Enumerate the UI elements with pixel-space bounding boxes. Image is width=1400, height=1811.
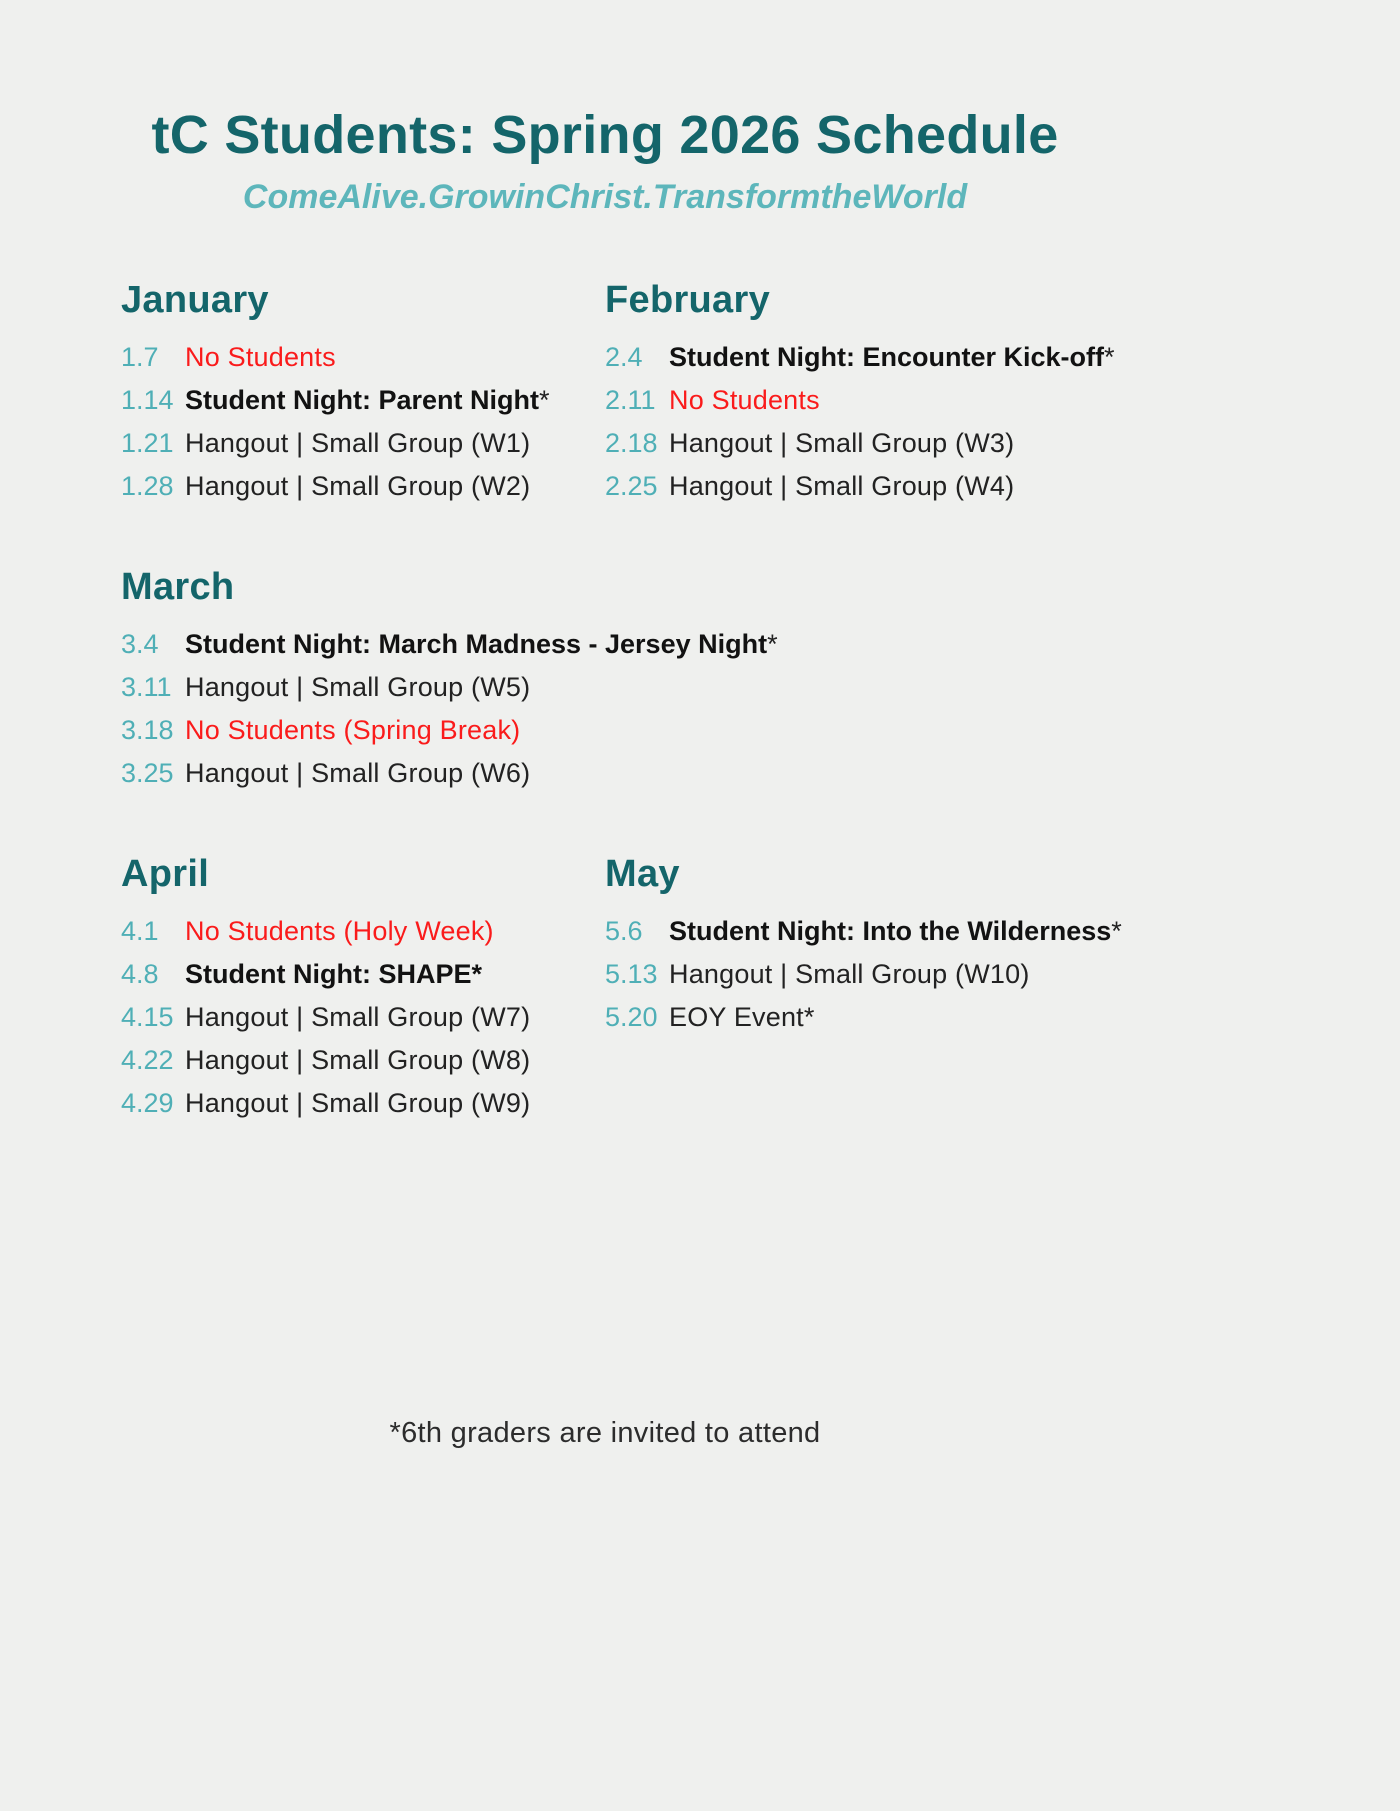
entry-date: 2.25 <box>605 471 658 501</box>
schedule-row <box>121 1082 605 1125</box>
entry-text <box>185 1082 530 1125</box>
schedule-row <box>121 910 605 953</box>
entry-text-run: Student Night: Encounter Kick-off <box>669 342 1104 372</box>
schedule-grid <box>121 279 1210 1125</box>
entry-text-run: * <box>1103 342 1115 372</box>
schedule-row <box>121 336 605 379</box>
month-section-may <box>605 853 1210 1039</box>
entry-date: 2.18 <box>605 428 658 458</box>
entry-date: 4.15 <box>121 1002 174 1032</box>
entry-text <box>185 910 494 953</box>
entry-text-run: Hangout | Small Group (W3) <box>669 428 1015 458</box>
page-title: tC Students: Spring 2026 Schedule <box>151 105 1059 165</box>
entry-date: 1.21 <box>121 428 174 458</box>
entry-text-run: No Students <box>669 385 820 415</box>
entry-text <box>185 709 520 752</box>
entry-text-run: Student Night: Into the Wilderness <box>669 916 1112 946</box>
entry-date: 2.4 <box>605 342 643 372</box>
entry-text-run: Student Night: March Madness - Jersey Night <box>185 629 768 659</box>
entry-text <box>185 953 482 996</box>
entry-text-run: Hangout | Small Group (W4) <box>669 471 1015 501</box>
entry-text <box>185 465 530 508</box>
entry-date: 4.29 <box>121 1088 174 1118</box>
entry-text-run: No Students (Holy Week) <box>185 916 494 946</box>
entry-text-run: * <box>538 385 550 415</box>
schedule-row <box>605 379 1210 422</box>
month-title: February <box>605 279 771 321</box>
footnote: *6th graders are invited to attend <box>389 1417 821 1449</box>
entry-text-run: Hangout | Small Group (W8) <box>185 1045 531 1075</box>
entry-text <box>185 996 530 1039</box>
entry-text <box>185 623 778 666</box>
month-section-march <box>121 566 1210 795</box>
entry-text-run: Hangout | Small Group (W9) <box>185 1088 531 1118</box>
entry-date: 4.22 <box>121 1045 174 1075</box>
schedule-row <box>121 953 605 996</box>
schedule-row <box>121 666 1210 709</box>
month-title: May <box>605 853 680 895</box>
schedule-row <box>121 422 605 465</box>
schedule-row <box>121 1039 605 1082</box>
entry-date: 2.11 <box>605 385 656 415</box>
entry-date: 5.6 <box>605 916 643 946</box>
entry-text <box>185 379 550 422</box>
month-section-january <box>121 279 605 508</box>
entry-date: 3.25 <box>121 758 174 788</box>
page-subtitle: ComeAlive.GrowinChrist.TransformtheWorld <box>242 178 968 216</box>
schedule-row <box>121 996 605 1039</box>
entry-text-run: No Students (Spring Break) <box>185 715 521 745</box>
month-section-april <box>121 853 605 1125</box>
entry-text <box>185 336 336 379</box>
schedule-row <box>121 623 1210 666</box>
entry-text-run: Student Night: Parent Night <box>185 385 539 415</box>
schedule-row <box>605 996 1210 1039</box>
entry-date: 4.8 <box>121 959 159 989</box>
schedule-row <box>121 379 605 422</box>
schedule-row <box>605 336 1210 379</box>
entry-text <box>669 996 815 1039</box>
schedule-row <box>605 910 1210 953</box>
entry-text-run: Student Night: SHAPE* <box>185 959 482 989</box>
month-title: March <box>121 566 235 608</box>
entry-text-run: * <box>767 629 778 659</box>
entry-text-run: Hangout | Small Group (W5) <box>185 672 531 702</box>
entry-text-run: EOY Event* <box>669 1002 815 1032</box>
entry-date: 1.7 <box>121 342 159 372</box>
entry-text <box>185 422 530 465</box>
entry-date: 3.4 <box>121 629 159 659</box>
month-title: January <box>121 279 269 321</box>
schedule-row <box>605 953 1210 996</box>
entry-text <box>669 910 1122 953</box>
entry-text <box>185 1039 530 1082</box>
entry-date: 1.14 <box>121 385 174 415</box>
entry-date: 5.20 <box>605 1002 658 1032</box>
schedule-row <box>121 465 605 508</box>
entry-text <box>669 379 820 422</box>
entry-text-run: Hangout | Small Group (W7) <box>185 1002 531 1032</box>
schedule-row <box>605 422 1210 465</box>
entry-text-run: Hangout | Small Group (W6) <box>185 758 531 788</box>
entry-text <box>669 422 1014 465</box>
entry-text-run: * <box>1111 916 1122 946</box>
entry-text-run: Hangout | Small Group (W10) <box>669 959 1030 989</box>
entry-text <box>185 752 530 795</box>
entry-text <box>669 465 1014 508</box>
schedule-row <box>605 465 1210 508</box>
entry-date: 3.18 <box>121 715 174 745</box>
entry-text <box>669 953 1030 996</box>
entry-text-run: Hangout | Small Group (W1) <box>185 428 531 458</box>
entry-text-run: No Students <box>185 342 336 372</box>
schedule-row <box>121 709 1210 752</box>
entry-text-run: Hangout | Small Group (W2) <box>185 471 531 501</box>
month-title: April <box>121 853 210 895</box>
schedule-row <box>121 752 1210 795</box>
month-section-february <box>605 279 1210 508</box>
entry-date: 5.13 <box>605 959 658 989</box>
entry-text <box>669 336 1115 379</box>
entry-date: 3.11 <box>121 672 172 702</box>
entry-date: 4.1 <box>121 916 159 946</box>
entry-date: 1.28 <box>121 471 174 501</box>
entry-text <box>185 666 530 709</box>
